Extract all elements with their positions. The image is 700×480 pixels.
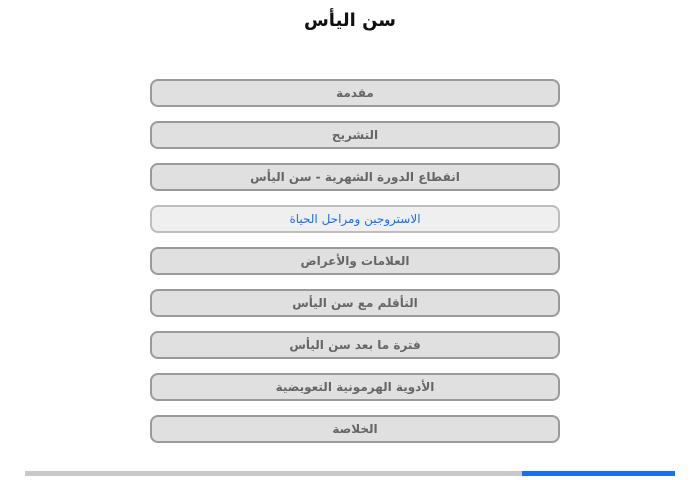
menu-item-introduction[interactable]: مقدمة (150, 79, 560, 107)
menu-item-coping[interactable]: التأقلم مع سن اليأس (150, 289, 560, 317)
chapter-menu (150, 79, 560, 457)
menu-item-postmenopause[interactable]: فترة ما بعد سن اليأس (150, 331, 560, 359)
menu-item-menstruation-cessation[interactable]: انقطاع الدورة الشهرية - سن اليأس (150, 163, 560, 191)
menu-item-signs-symptoms[interactable]: العلامات والأعراض (150, 247, 560, 275)
menu-item-hormone-therapy[interactable]: الأدوية الهرمونية التعويضية (150, 373, 560, 401)
menu-item-summary[interactable]: الخلاصة (150, 415, 560, 443)
menu-item-estrogen-life-stages[interactable]: الاستروجين ومراحل الحياة (150, 205, 560, 233)
menu-item-anatomy[interactable]: التشريح (150, 121, 560, 149)
progress-bar (25, 471, 675, 476)
progress-bar-fill (522, 471, 675, 476)
page-title: سن اليأس (303, 10, 397, 31)
